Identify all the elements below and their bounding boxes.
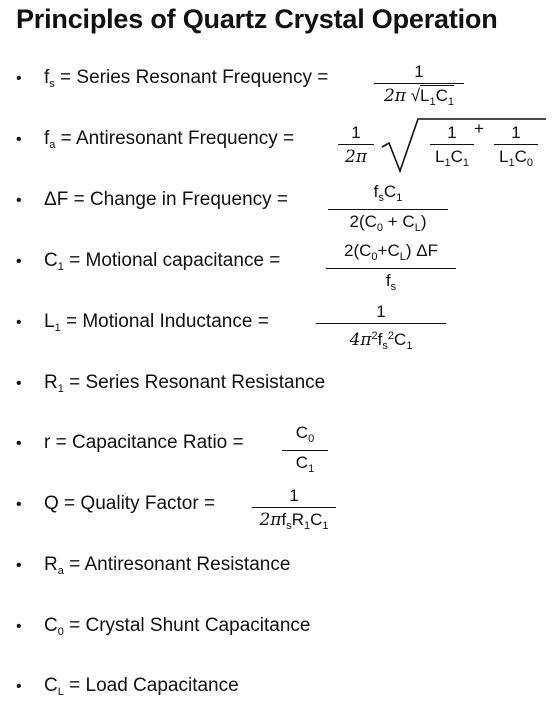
- bullet: •: [16, 253, 22, 270]
- bullet: •: [16, 192, 22, 209]
- item-label: $C_L$ = Load Capacitance: [44, 675, 239, 698]
- item-label: $f_a$ = Antiresonant Frequency =: [44, 128, 295, 151]
- formula-q: 1 $2\pi f_sR_1C_1$: [252, 486, 336, 536]
- item-label: Q = Quality Factor =: [44, 493, 216, 514]
- item-label: $L_1$ = Motional Inductance =: [44, 311, 269, 334]
- list-item-change-in-frequency: [0, 182, 560, 234]
- list-item-quality-factor: [0, 486, 560, 536]
- list-item-capacitance-ratio: [0, 423, 560, 475]
- item-label: r = Capacitance Ratio =: [44, 432, 244, 453]
- item-label: $R_a$ = Antiresonant Resistance: [44, 554, 291, 577]
- formula-c1: $2(C_0+C_L)$ ΔF $f_s$: [326, 241, 456, 297]
- bullet: •: [16, 678, 22, 695]
- bullet: •: [16, 557, 22, 574]
- list-item-crystal-shunt-capacitance: [0, 615, 560, 658]
- item-label: $C_0$ = Crystal Shunt Capacitance: [44, 615, 311, 638]
- list-item-motional-inductance: [0, 302, 560, 354]
- bullet: •: [16, 618, 22, 635]
- formula-delta-f: $f_sC_1$ $2(C_0 + C_L)$: [328, 182, 448, 238]
- item-label: ΔF = Change in Frequency =: [44, 189, 289, 210]
- list-item-load-capacitance: [0, 675, 560, 718]
- item-label: $f_s$ = Series Resonant Frequency =: [44, 67, 329, 90]
- list-item-antiresonant-frequency: • $f_a$ = Antiresonant Frequency = 1 2π 1 $L_1C_1$ + 1 $L_1C_0$: [0, 131, 560, 171]
- bullet: •: [16, 314, 22, 331]
- formula-l1: 1 $4\pi^2f_s^2C_1$: [316, 302, 446, 356]
- item-label: $R_1$ = Series Resonant Resistance: [44, 372, 326, 395]
- bullet: •: [16, 435, 22, 452]
- bullet: •: [16, 131, 22, 148]
- formula-r: $C_0$ $C_1$: [282, 423, 328, 479]
- list-item-motional-capacitance: [0, 241, 560, 293]
- list-item-series-resonant-resistance: [0, 372, 560, 415]
- formula-fs: 1 2π $√L_1C_1$: [374, 62, 464, 112]
- item-label: $C_1$ = Motional capacitance =: [44, 250, 281, 273]
- bullet: •: [16, 496, 22, 513]
- bullet: •: [16, 70, 22, 87]
- bullet: •: [16, 375, 22, 392]
- page-title: Principles of Quartz Crystal Operation: [16, 4, 498, 34]
- list-item-series-resonant-frequency: [0, 62, 560, 110]
- list-item-antiresonant-resistance: [0, 554, 560, 597]
